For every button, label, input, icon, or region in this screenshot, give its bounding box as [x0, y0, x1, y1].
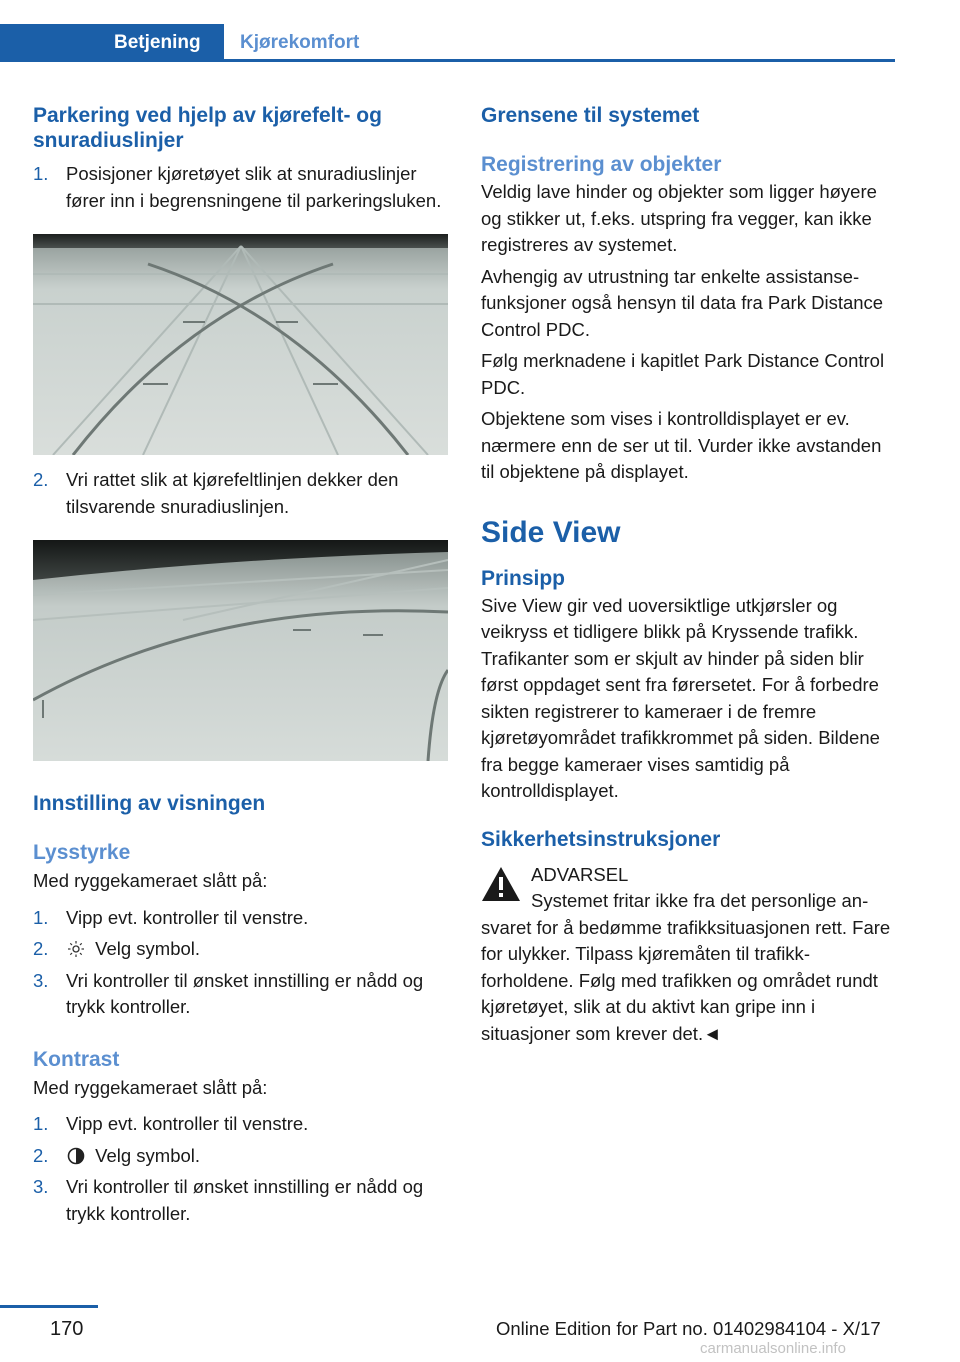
contrast-step-3	[33, 1174, 448, 1227]
camera-image-turning-lines	[33, 234, 448, 455]
warning-text: Systemet fritar ikke fra det personlige ansvaret for å bedømme trafikksituasjonen rett. Fare for ulykker. Tilpass kjøremåten til trafikkforholdene. Følg med trafikken og området rundt kjøretøyet, slik at du aktivt kan gripe inn i situasjoner som krever det.◄	[481, 890, 891, 1044]
brightness-icon	[66, 940, 86, 958]
heading-side-view: Side View	[481, 515, 621, 549]
edition-text: Online Edition for Part no. 01402984104 - X/17	[496, 1318, 881, 1339]
step-number: 2.	[33, 469, 49, 490]
tab-kjorekomfort[interactable]: Kjørekomfort	[240, 32, 360, 53]
right-column	[481, 100, 896, 1047]
step-text: Vipp evt. kontroller til venstre.	[66, 906, 309, 928]
page-number: 170	[50, 1318, 84, 1340]
step-number: 2.	[33, 938, 49, 959]
warning-triangle-icon	[481, 866, 521, 902]
warning-title: ADVARSEL	[531, 863, 629, 885]
contrast-step-2	[33, 1143, 448, 1170]
limits-para-3: Følg merknadene i kapitlet Park Distance Control PDC.	[481, 350, 885, 398]
limits-para-1: Veldig lave hinder og objekter som ligger høyere og stikker ut, f.eks. utspring fra vegger, kan ikke registreres av systemet.	[481, 181, 877, 255]
heading-brightness: Lysstyrke	[33, 841, 131, 864]
header-tabbar	[0, 24, 895, 62]
step-text: Velg symbol.	[95, 1144, 201, 1166]
step-number: 3.	[33, 969, 49, 991]
parking-step-1	[33, 161, 448, 214]
heading-contrast: Kontrast	[33, 1047, 120, 1071]
heading-principle: Prinsipp	[481, 566, 566, 590]
camera-image-lane-lines	[33, 540, 448, 761]
step-text: Vipp evt. kontroller til venstre.	[66, 1113, 309, 1134]
heading-settings: Innstilling av visningen	[33, 792, 266, 815]
warning-block	[481, 862, 896, 1048]
footer-rule	[0, 1305, 98, 1308]
parking-step-2	[33, 467, 448, 520]
brightness-step-2	[33, 936, 448, 963]
step-number: 1.	[33, 163, 49, 184]
tab-betjening[interactable]: Betjening	[0, 24, 224, 62]
step-text: Velg symbol.	[95, 938, 201, 959]
limits-para-4: Objektene som vises i kontrolldisplayet er ev. nærmere enn de ser ut til. Vurder ikke avstanden til objektene på displayet.	[481, 408, 882, 482]
step-number: 1.	[33, 1113, 49, 1134]
heading-object-detection: Registrering av objekter	[481, 153, 722, 176]
limits-para-2: Avhengig av utrustning tar enkelte assistansefunksjoner også hensyn til data fra Park Distance Control PDC.	[481, 265, 884, 340]
contrast-intro: Med ryggekameraet slått på:	[33, 1076, 268, 1098]
step-text: Posisjoner kjøretøyet slik at snuradiuslinjer fører inn i begrensningene til parkeringsluken.	[66, 163, 442, 211]
brightness-step-3	[33, 968, 448, 1021]
heading-safety: Sikkerhetsinstruksjoner	[481, 827, 721, 851]
left-column	[33, 100, 448, 1227]
brightness-step-1	[33, 905, 448, 932]
watermark: carmanualsonline.info	[700, 1340, 846, 1357]
contrast-step-1	[33, 1111, 448, 1138]
contrast-icon	[66, 1147, 86, 1165]
step-number: 1.	[33, 906, 49, 928]
brightness-intro: Med ryggekameraet slått på:	[33, 870, 268, 891]
step-text: Vri kontroller til ønsket innstilling er nådd og trykk kontroller.	[66, 969, 424, 1017]
step-text: Vri rattet slik at kjørefeltlinjen dekker den tilsvarende snuradiuslinjen.	[66, 469, 399, 517]
step-text: Vri kontroller til ønsket innstilling er nådd og trykk kontroller.	[66, 1176, 424, 1224]
step-number: 2.	[33, 1144, 49, 1166]
step-number: 3.	[33, 1176, 49, 1197]
heading-parking: Parkering ved hjelp av kjørefelt- og snuradiuslinjer	[33, 104, 382, 152]
principle-para: Sive View gir ved uoversiktlige utkjørsler og veikryss et tidligere blikk på Kryssende trafikk. Trafikanter som er skjult av hinder på siden blir først oppdaget sent fra førersetet. For å forbedre sikten registrerer to kameraer i de fremre kjøretøyområdet trafikkrommet på siden. Bildene fra begge kameraer vises samtidig på kontrolldisplayet.	[481, 594, 880, 801]
heading-limits: Grensene til systemet	[481, 104, 700, 127]
